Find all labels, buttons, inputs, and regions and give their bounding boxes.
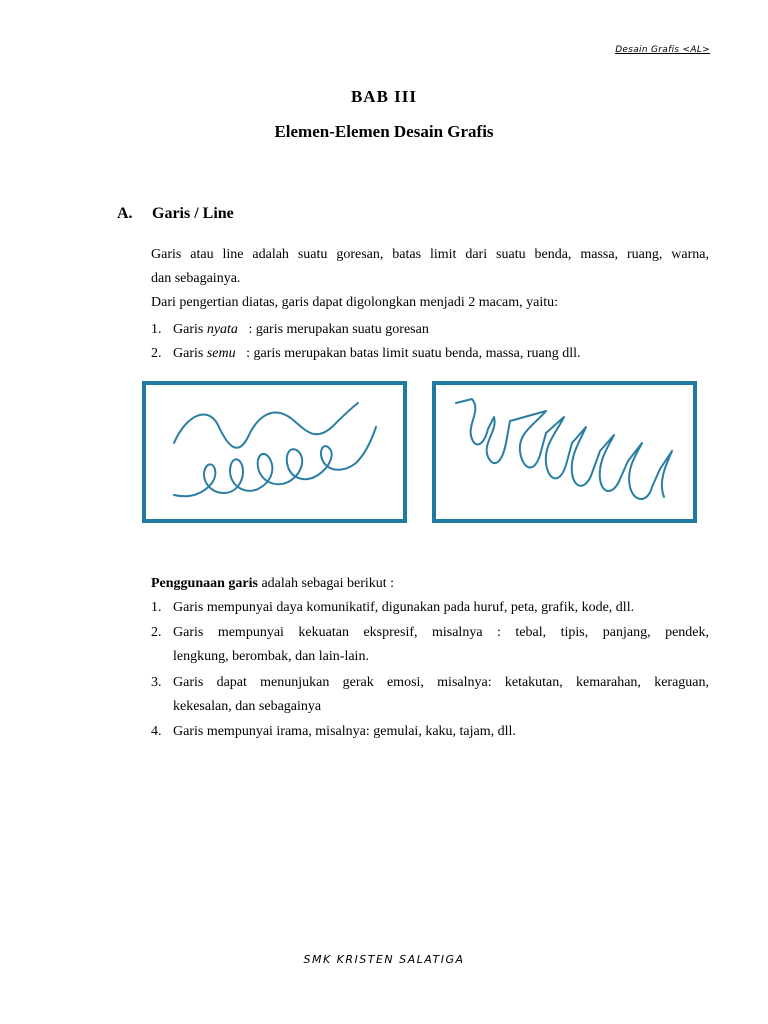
usage-lead-rest: adalah sebagai berikut : bbox=[257, 576, 395, 591]
usage-item-text: Garis mempunyai irama, misalnya: gemulai, kaku, tajam, dll. bbox=[173, 724, 516, 739]
curly-line-figure bbox=[142, 381, 407, 523]
section-heading bbox=[117, 205, 234, 223]
curly-line bbox=[174, 427, 376, 496]
line-type-number: 2. bbox=[151, 346, 162, 361]
intro-paragraph-2: Dari pengertian diatas, garis dapat digolongkan menjadi 2 macam, yaitu: bbox=[151, 295, 559, 310]
usage-item bbox=[151, 671, 709, 719]
usage-lead-bold: Penggunaan garis bbox=[151, 576, 258, 591]
usage-item-continuation: lengkung, berombak, dan lain-lain. bbox=[173, 649, 369, 664]
footer-school-name: SMK KRISTEN SALATIGA bbox=[303, 953, 465, 966]
intro-line-2: dan sebagainya. bbox=[151, 271, 241, 286]
line-type-italic: semu bbox=[206, 346, 236, 361]
usage-item-text: Garis mempunyai daya komunikatif, digunakan pada huruf, peta, grafik, kode, dll. bbox=[173, 600, 635, 615]
line-type-number: 1. bbox=[151, 322, 162, 337]
curly-line-illustration bbox=[146, 385, 403, 519]
usage-lead bbox=[151, 572, 709, 596]
header-tag: Desain Grafis <AL> bbox=[615, 45, 710, 55]
chapter-number: BAB III bbox=[350, 87, 418, 106]
section-title: Garis / Line bbox=[152, 205, 234, 222]
usage-item-text: Garis mempunyai kekuatan ekspresif, misalnya : tebal, tipis, panjang, pendek, bbox=[173, 625, 709, 640]
zigzag-line-illustration bbox=[436, 385, 693, 519]
intro-line-1: Garis atau line adalah suatu goresan, batas limit dari suatu benda, massa, ruang, warna, bbox=[151, 247, 709, 262]
line-type-desc: : garis merupakan batas limit suatu benda, massa, ruang dll. bbox=[235, 346, 581, 361]
wavy-line bbox=[174, 403, 358, 448]
usage-item-number: 4. bbox=[151, 724, 162, 739]
chapter-title: Elemen-Elemen Desain Grafis bbox=[274, 122, 494, 141]
line-type-word: Garis bbox=[173, 346, 207, 361]
usage-item-text: Garis dapat menunjukan gerak emosi, misalnya: ketakutan, kemarahan, keraguan, bbox=[173, 675, 709, 690]
usage-item bbox=[151, 621, 709, 669]
line-type-item bbox=[151, 318, 709, 342]
line-type-desc: : garis merupakan suatu goresan bbox=[237, 322, 429, 337]
usage-item-number: 3. bbox=[151, 675, 162, 690]
usage-item-continuation: kekesalan, dan sebagainya bbox=[173, 699, 322, 714]
usage-item-number: 1. bbox=[151, 600, 162, 615]
zigzag-line-figure bbox=[432, 381, 697, 523]
usage-item-number: 2. bbox=[151, 625, 162, 640]
line-type-italic: nyata bbox=[206, 322, 238, 337]
section-letter: A. bbox=[117, 205, 133, 222]
usage-item bbox=[151, 596, 709, 620]
line-type-item bbox=[151, 342, 709, 366]
usage-item bbox=[151, 720, 709, 744]
line-type-word: Garis bbox=[173, 322, 207, 337]
zigzag-line bbox=[456, 399, 672, 499]
